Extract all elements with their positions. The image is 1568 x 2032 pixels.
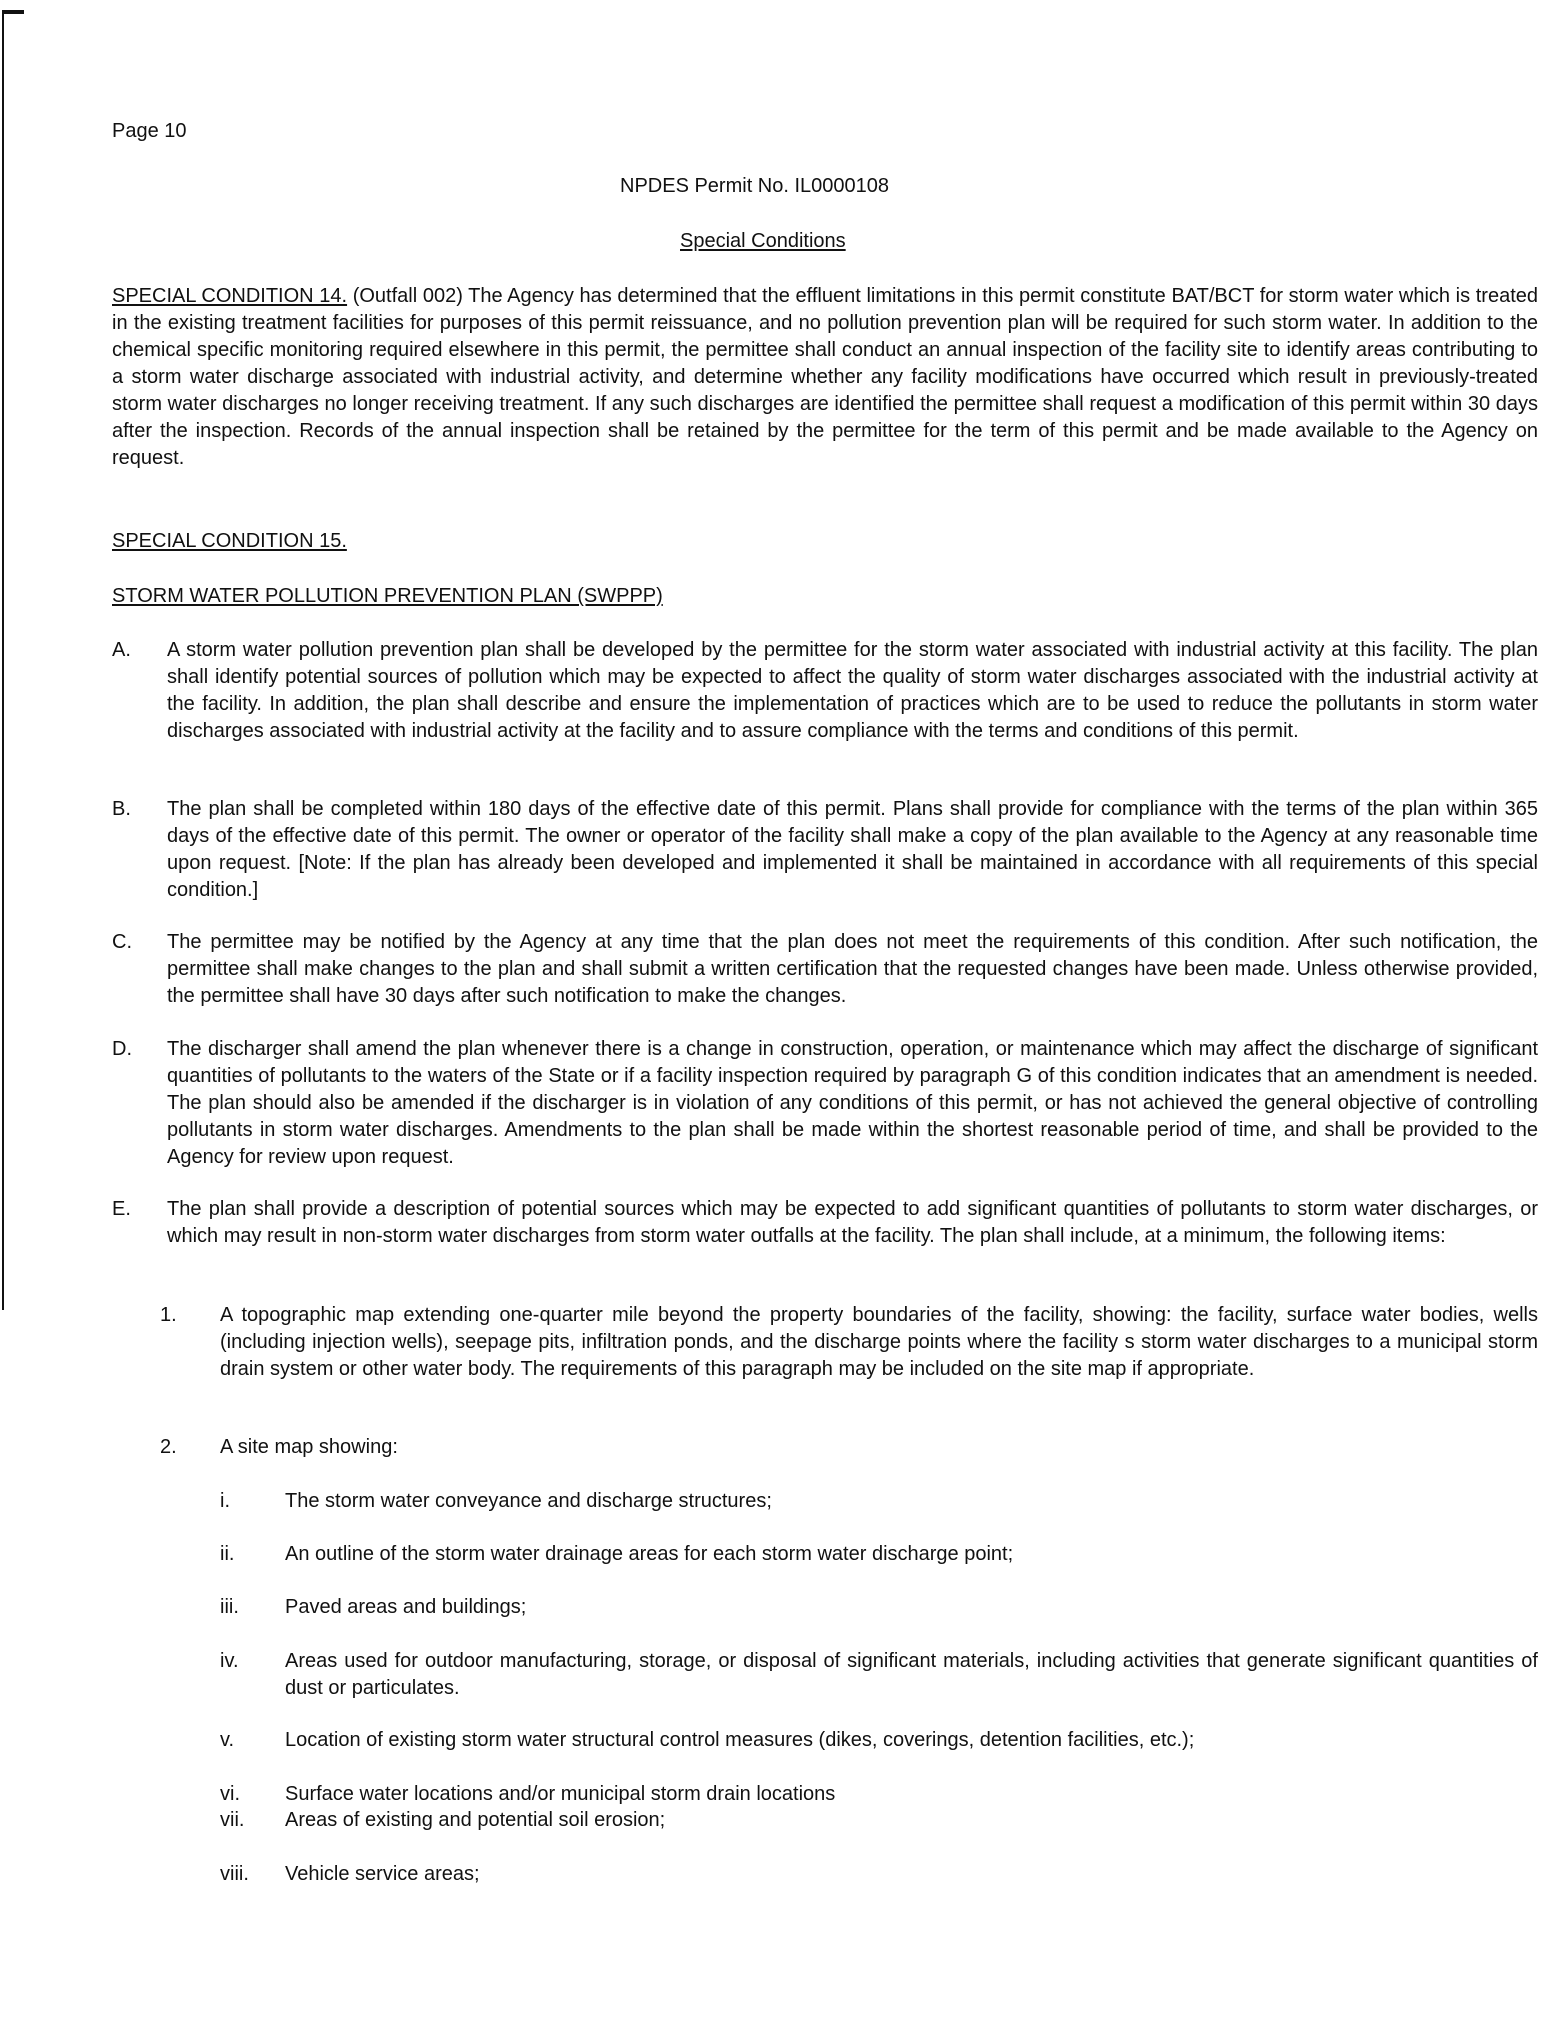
scan-corner-mark xyxy=(2,10,24,14)
paragraph-label: D. xyxy=(112,1038,132,1060)
paragraph-label: C. xyxy=(112,931,132,953)
paragraph-c xyxy=(112,929,1538,1010)
item-label: vi. xyxy=(220,1783,240,1805)
item-label: vii. xyxy=(220,1809,245,1831)
paragraph-label: A. xyxy=(112,639,131,661)
item-label: iii. xyxy=(220,1596,239,1618)
sc15-heading: SPECIAL CONDITION 15. xyxy=(112,530,347,552)
paragraph-b xyxy=(112,796,1538,904)
item-label: ii. xyxy=(220,1543,235,1565)
permit-number: NPDES Permit No. IL0000108 xyxy=(620,175,890,197)
item-label: 1. xyxy=(160,1304,177,1326)
item-text: An outline of the storm water drainage areas for each storm water discharge point; xyxy=(285,1543,1014,1565)
item-text: A site map showing: xyxy=(220,1436,398,1458)
site-map-item-vii xyxy=(220,1807,1538,1834)
item-text: Paved areas and buildings; xyxy=(285,1596,527,1618)
paragraph-d xyxy=(112,1036,1538,1171)
page-label: Page 10 xyxy=(112,120,187,142)
paragraph-label: B. xyxy=(112,798,131,820)
paragraph-label: E. xyxy=(112,1198,131,1220)
item-text: Areas of existing and potential soil erosion; xyxy=(285,1809,666,1831)
paragraph-e xyxy=(112,1196,1538,1250)
site-map-item-viii xyxy=(220,1861,1538,1888)
item-text: The storm water conveyance and discharge structures; xyxy=(285,1490,772,1512)
paragraph-text: The discharger shall amend the plan whenever there is a change in construction, operation, or maintenance which may affect the discharge of significant quantities of pollutants to the waters of the State or if a facility inspection required by paragraph G of this condition indicates that an amendment is needed. The plan should also be amended if the discharger is in violation of any conditions of this permit, or has not achieved the general objective of controlling pollutants in storm water discharges. Amendments to the plan shall be made within the shortest reasonable period of time, and shall be provided to the Agency for review upon request. xyxy=(167,1038,1538,1168)
e-item-1 xyxy=(160,1302,1538,1383)
item-label: i. xyxy=(220,1490,230,1512)
site-map-item-v xyxy=(220,1727,1538,1754)
section-title: Special Conditions xyxy=(680,230,846,252)
e-item-2 xyxy=(160,1434,1538,1461)
item-text: Vehicle service areas; xyxy=(285,1863,480,1885)
site-map-item-iv xyxy=(220,1648,1538,1702)
sc14-text: (Outfall 002) The Agency has determined that the effluent limitations in this permit constitute BAT/BCT for storm water which is treated in the existing treatment facilities for purposes of this permit reissuance, and no pollution prevention plan will be required for such storm water. In addition to the chemical specific monitoring required elsewhere in this permit, the permittee shall conduct an annual inspection of the facility site to identify areas contributing to a storm water discharge associated with industrial activity, and determine whether any facility modifications have occurred which result in previously-treated storm water discharges no longer receiving treatment. If any such discharges are identified the permittee shall request a modification of this permit within 30 days after the inspection. Records of the annual inspection shall be retained by the permittee for the term of this permit and be made available to the Agency on request. xyxy=(112,285,1539,469)
item-label: viii. xyxy=(220,1863,249,1885)
paragraph-text: The plan shall be completed within 180 days of the effective date of this permit. Plans shall provide for compliance with the terms of the plan within 365 days of the effective date of this permit. The owner or operator of the facility shall make a copy of the plan available to the Agency at any reasonable time upon request. [Note: If the plan has already been developed and implemented it shall be maintained in accordance with all requirements of this special condition.] xyxy=(167,798,1538,901)
special-condition-14 xyxy=(112,283,1538,472)
sc14-heading: SPECIAL CONDITION 14. xyxy=(112,285,348,307)
item-text: Areas used for outdoor manufacturing, storage, or disposal of significant materials, including activities that generate significant quantities of dust or particulates. xyxy=(285,1650,1538,1699)
paragraph-a xyxy=(112,637,1538,745)
sc15-subheading: STORM WATER POLLUTION PREVENTION PLAN (SWPPP) xyxy=(112,585,663,607)
paragraph-text: A storm water pollution prevention plan shall be developed by the permittee for the storm water associated with industrial activity at this facility. The plan shall identify potential sources of pollution which may be expected to affect the quality of storm water discharges associated with the industrial activity at the facility. In addition, the plan shall describe and ensure the implementation of practices which are to be used to reduce the pollutants in storm water discharges associated with industrial activity at the facility and to assure compliance with the terms and conditions of this permit. xyxy=(167,639,1538,742)
item-text: A topographic map extending one-quarter mile beyond the property boundaries of the facility, showing: the facility, surface water bodies, wells (including injection wells), seepage pits, infiltration ponds, and the discharge points where the facility s storm water discharges to a municipal storm drain system or other water body. The requirements of this paragraph may be included on the site map if appropriate. xyxy=(220,1304,1538,1380)
site-map-item-vi xyxy=(220,1781,1538,1808)
paragraph-text: The plan shall provide a description of potential sources which may be expected to add significant quantities of pollutants to storm water discharges, or which may result in non-storm water discharges from storm water outfalls at the facility. The plan shall include, at a minimum, the following items: xyxy=(167,1198,1538,1247)
site-map-item-ii xyxy=(220,1541,1538,1568)
item-label: v. xyxy=(220,1729,235,1751)
site-map-item-iii xyxy=(220,1594,1538,1621)
item-label: 2. xyxy=(160,1436,177,1458)
site-map-item-i xyxy=(220,1488,1538,1515)
item-text: Surface water locations and/or municipal storm drain locations xyxy=(285,1783,836,1805)
scan-left-edge xyxy=(2,10,4,1310)
item-text: Location of existing storm water structural control measures (dikes, coverings, detention facilities, etc.); xyxy=(285,1729,1195,1751)
paragraph-text: The permittee may be notified by the Agency at any time that the plan does not meet the requirements of this condition. After such notification, the permittee shall make changes to the plan and shall submit a written certification that the requested changes have been made. Unless otherwise provided, the permittee shall have 30 days after such notification to make the changes. xyxy=(167,931,1538,1007)
item-label: iv. xyxy=(220,1650,239,1672)
